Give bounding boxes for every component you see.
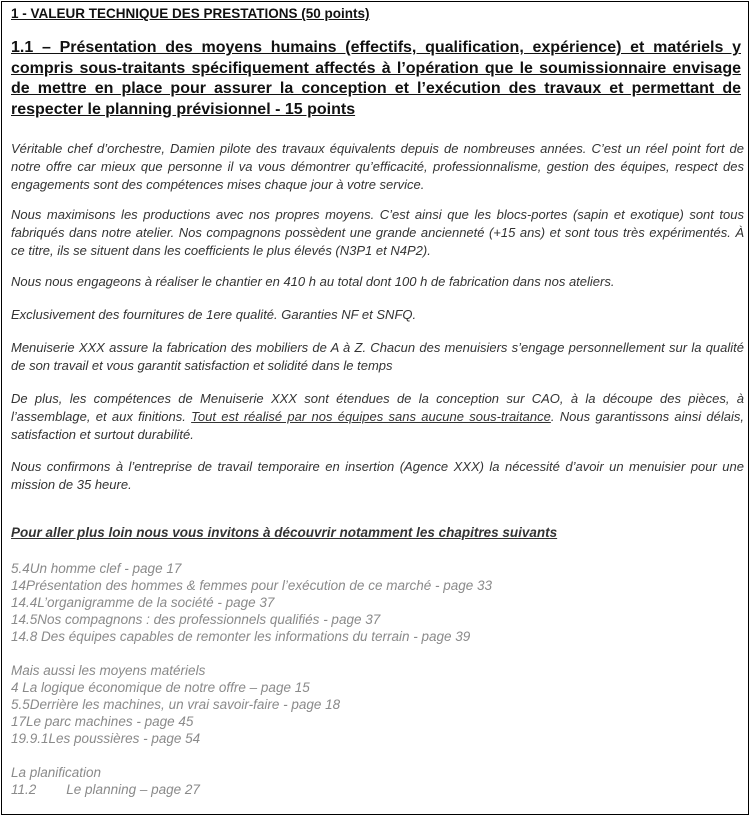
chapter-link[interactable]: 5.5Derrière les machines, un vrai savoir-faire - page 18 <box>11 697 341 712</box>
materials-title: Mais aussi les moyens matériels <box>11 663 206 678</box>
competences-text-underlined: Tout est réalisé par nos équipes sans aucune sous-traitance <box>191 409 551 424</box>
paragraph-chef: Véritable chef d’orchestre, Damien pilote des travaux équivalents depuis de nombreuses années. C’est un réel point fort de notre offre car mieux que personne il va vous démontrer qu’efficacité, professionnalisme, gestion des équipes, respect des engagements sont des compétences mises chaque jour à votre service. <box>11 141 744 192</box>
competences-text-end: . Nous garantissons ainsi délais, satisfaction et surtout durabilité. <box>11 409 744 442</box>
materials-list <box>11 662 340 747</box>
planning-list <box>11 764 200 798</box>
competences-text-start: De plus, les compétences de Menuiserie XXX sont étendues de la conception sur CAO, à la découpe des pièces, à l’assemblage, et aux finitions. <box>11 391 744 424</box>
chapter-link[interactable]: 19.9.1Les poussières - page 54 <box>11 731 201 746</box>
chapter-link[interactable]: 14Présentation des hommes & femmes pour l’exécution de ce marché - page 33 <box>11 578 493 593</box>
planning-label: Le planning – page 27 <box>66 782 200 797</box>
chapter-link[interactable]: 5.4Un homme clef - page 17 <box>11 561 182 576</box>
paragraph-insertion: Nous confirmons à l’entreprise de travail temporaire en insertion (Agence XXX) la nécessité d’avoir un menuisier pour une mission de 35 heure. <box>11 459 744 492</box>
chapter-link[interactable]: 4 La logique économique de notre offre – page 15 <box>11 680 310 695</box>
chapter-link[interactable]: 14.8 Des équipes capables de remonter les informations du terrain - page 39 <box>11 629 471 644</box>
document-page <box>1 1 749 815</box>
chapter-link[interactable]: 14.4L’organigramme de la société - page 37 <box>11 595 275 610</box>
paragraph-engagement: Nous nous engageons à réaliser le chantier en 410 h au total dont 100 h de fabrication dans nos ateliers. <box>11 274 615 289</box>
subsection-heading: 1.1 – Présentation des moyens humains (effectifs, qualification, expérience) et matériels y compris sous-traitants spécifiquement affectés à l’opération que le soumissionnaire envisage de mettre en place pour assurer la conception et l’exécution des travaux et permettant de respecter le planning prévisionnel - 15 points <box>11 39 741 118</box>
paragraph-competences <box>11 390 744 444</box>
chapter-link[interactable] <box>11 781 200 798</box>
chapter-list <box>11 560 492 645</box>
planning-number: 11.2 <box>11 782 37 797</box>
section-title: 1 - VALEUR TECHNIQUE DES PRESTATIONS (50 points) <box>11 6 370 21</box>
paragraph-fabrication: Menuiserie XXX assure la fabrication des mobiliers de A à Z. Chacun des menuisiers s’engage personnellement sur la qualité de son travail et vous garantit satisfaction et solidité dans le temps <box>11 340 744 373</box>
links-title: Pour aller plus loin nous vous invitons à découvrir notamment les chapitres suivants <box>11 525 558 540</box>
chapter-link[interactable]: 17Le parc machines - page 45 <box>11 714 194 729</box>
paragraph-fournitures: Exclusivement des fournitures de 1ere qualité. Garanties NF et SNFQ. <box>11 307 417 322</box>
chapter-link[interactable]: 14.5Nos compagnons : des professionnels qualifiés - page 37 <box>11 612 381 627</box>
planning-title: La planification <box>11 765 102 780</box>
paragraph-production: Nous maximisons les productions avec nos propres moyens. C’est ainsi que les blocs-portes (sapin et exotique) sont tous fabriqués dans notre atelier. Nos compagnons possèdent une grande ancienneté (+15 ans) et sont tous très expérimentés. À ce titre, ils se situent dans les coefficients le plus élevés (N3P1 et N4P2). <box>11 207 744 258</box>
